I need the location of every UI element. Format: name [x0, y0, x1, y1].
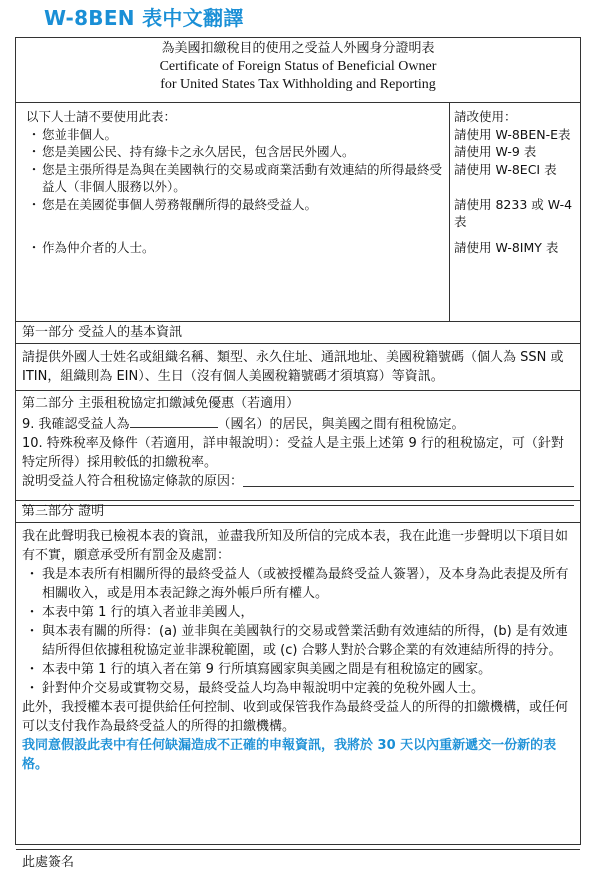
part1-body: 請提供外國人士姓名或組織名稱、類型、永久住址、通訊地址、美國稅籍號碼（個人為 SSN 或 ITIN，組織則為 EIN）、生日（沒有個人美國稅籍號碼才須填寫）等資訊。 [16, 344, 580, 391]
exclusions-alternative-forms [450, 103, 580, 321]
exclusion-item: ・ 您並非個人。 [27, 126, 118, 142]
certification-item: ・ 我是本表所有相關所得的最終受益人（或被授權為最終受益人簽署），及本身為此表提及所有相關收入，或是用本表記錄之海外帳戶所有權人。 [25, 567, 569, 601]
exclusion-item: ・ 您是在美國從事個人勞務報酬所得的最終受益人。 [27, 196, 318, 212]
exclusions-intro: 以下人士請不要使用此表： [26, 109, 177, 124]
exclusion-item: ・ 您是美國公民、持有綠卡之永久居民，包含居民外國人。 [27, 144, 355, 159]
exclusion-item: ・ 您是主張所得是為與在美國執行的交易或商業活動有效連結的所得最終受益人（非個人服務以外）。 [27, 161, 443, 194]
certificate-title-en-line1: Certificate of Foreign Status of Beneficial Owner [159, 59, 437, 74]
alternative-form: 請使用 8233 或 W-4表 [454, 196, 573, 229]
alternative-form: 請使用 W-8BEN-E表 [454, 126, 571, 142]
part3-notice: 我同意假設此表中有任何缺漏造成不正確的申報資訊，我將於 30 天以內重新遞交一份新的表格。 [22, 738, 557, 772]
part2-line9: 9. 我確認受益人為 （國名）的居民，與美國之間有租稅協定。 [22, 413, 574, 434]
exclusions-persons [16, 103, 450, 321]
part3-body [16, 523, 580, 850]
certification-item: ・ 本表中第 1 行的填入者在第 9 行所填寫國家與美國之間是有租稅協定的國家。 [25, 662, 492, 677]
document-title: W-8BEN 表中文翻譯 [44, 6, 244, 30]
exclusion-item: ・ 作為仲介者的人士。 [27, 239, 155, 255]
part3-header: 第三部分 證明 [16, 501, 580, 523]
alternative-form: 請使用 W-9 表 [454, 144, 537, 159]
part3-additional: 此外，我授權本表可提供給任何控制、收到或保管我作為最終受益人的所得的扣繳機構，或任何可以支付我作為最終受益人的所得的扣繳機構。 [22, 700, 569, 734]
signature-label: 此處簽名 [22, 855, 75, 870]
part2-header: 第二部分 主張租稅協定扣繳減免優惠（若適用） [22, 396, 300, 411]
certificate-title-section [16, 38, 580, 103]
certification-item: ・ 本表中第 1 行的填入者並非美國人， [25, 605, 254, 620]
alternative-form: 請使用 W-8ECI 表 [454, 161, 557, 177]
certification-item: ・ 針對仲介交易或實物交易，最終受益人均為申報說明中定義的免稅外國人士。 [25, 681, 485, 696]
part3-intro: 我在此聲明我已檢視本表的資訊，並盡我所知及所信的完成本表，我在此進一步聲明以下項目如有不實，願意承受所有罰金及處罰： [22, 529, 569, 563]
reason-blank[interactable] [243, 472, 574, 487]
use-instead-label: 請改使用： [454, 109, 517, 124]
form-frame [15, 37, 581, 870]
certificate-title-en-line2: for United States Tax Withholding and Reporting [160, 77, 436, 92]
certificate-title-zh: 為美國扣繳稅目的使用之受益人外國身分證明表 [161, 41, 435, 56]
part2-section [16, 391, 580, 501]
signature-area[interactable] [16, 850, 580, 878]
alternative-form: 請使用 W-8IMY 表 [454, 239, 559, 255]
country-blank[interactable] [130, 413, 218, 428]
part2-reason: 說明受益人符合租稅協定條款的原因： [22, 472, 574, 491]
certification-item: ・ 與本表有關的所得：(a) 並非與在美國執行的交易或營業活動有效連結的所得，(b) 是有效連結所得但依據租稅協定並非課稅範圍，或 (c) 合夥人對於合夥企業的有效連結所得的持分。 [25, 624, 568, 658]
part1-header: 第一部分 受益人的基本資訊 [16, 322, 580, 344]
part2-line10: 10. 特殊稅率及條件（若適用，詳申報說明）：受益人是主張上述第 9 行的租稅協定，可（針對特定所得）採用較低的扣繳稅率。 [22, 436, 564, 470]
exclusions-section [16, 103, 580, 322]
